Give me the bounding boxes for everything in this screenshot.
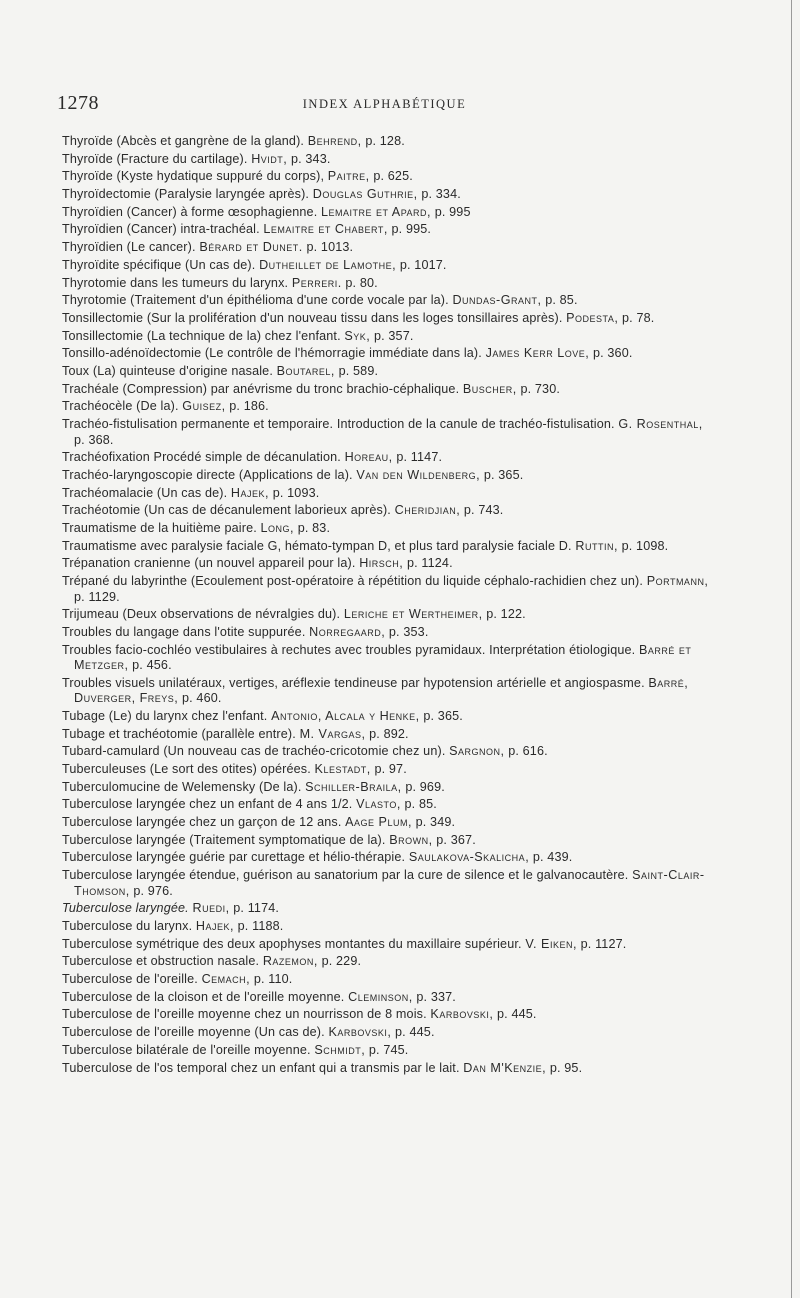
entry-title: Thyroïde (Fracture du cartilage). bbox=[62, 151, 248, 166]
entry-page-ref: p. 976. bbox=[133, 883, 173, 898]
entry-page-ref: p. 1124. bbox=[406, 556, 453, 571]
entry-title: Thyroïdien (Cancer) intra-trachéal. bbox=[62, 222, 260, 237]
index-entry bbox=[62, 797, 714, 813]
entry-author: Portmann, bbox=[646, 574, 709, 588]
entry-author: Saulakova-Skalicha, bbox=[408, 850, 530, 865]
entry-page-ref: p. 1127. bbox=[580, 936, 627, 951]
entry-page-ref: p. 995 bbox=[434, 204, 471, 219]
index-entry bbox=[62, 972, 714, 988]
index-entry bbox=[62, 901, 714, 917]
entry-author: Barré, Duverger, Freys, bbox=[74, 675, 689, 706]
entry-page-ref: p. 1188. bbox=[237, 919, 284, 933]
index-entry bbox=[62, 744, 714, 760]
entry-page-ref: p. 368. bbox=[74, 432, 114, 447]
index-entry bbox=[62, 205, 714, 221]
entry-title: Tuberculomucine de Welemensky (De la). bbox=[62, 779, 302, 794]
entry-title: Thyroïdien (Le cancer). bbox=[62, 240, 196, 255]
index-entry bbox=[62, 833, 714, 849]
entry-author: Hajek, bbox=[195, 919, 234, 933]
entry-page-ref: p. 460. bbox=[181, 691, 222, 706]
entry-title: Thyrotomie dans les tumeurs du larynx. bbox=[62, 275, 289, 290]
entry-author: Brown, bbox=[389, 832, 433, 847]
entry-author: Hajek, bbox=[230, 485, 270, 500]
entry-page-ref: p. 439. bbox=[532, 850, 573, 865]
index-entry bbox=[62, 643, 714, 674]
entry-page-ref: p. 353. bbox=[388, 624, 429, 639]
entry-author: Podesta, bbox=[566, 310, 619, 325]
entry-author: Schmidt, bbox=[314, 1042, 366, 1057]
entry-page-ref: p. 730. bbox=[520, 381, 561, 396]
entry-author: Boutarel, bbox=[276, 363, 335, 378]
entry-author: Saint-Clair-Thomson, bbox=[74, 868, 705, 898]
entry-author: Aage Plum, bbox=[345, 815, 412, 830]
entry-page-ref: p. 456. bbox=[132, 658, 172, 673]
entry-page-ref: p. 445. bbox=[395, 1025, 435, 1040]
index-entry bbox=[62, 1061, 714, 1077]
entry-author: James Kerr Love, bbox=[485, 346, 590, 361]
entry-author: Douglas Guthrie, bbox=[312, 187, 418, 202]
entry-page-ref: p. 85. bbox=[404, 797, 437, 812]
entry-page-ref: p. 589. bbox=[338, 363, 379, 378]
entry-author: Dan M'Kenzie, bbox=[463, 1060, 547, 1075]
entry-author: Buscher, bbox=[462, 381, 517, 396]
index-entry bbox=[62, 709, 714, 725]
entry-author: Karbovski, bbox=[328, 1025, 392, 1040]
entry-title: Traumatisme de la huitième paire. bbox=[62, 520, 257, 535]
entry-page-ref: p. 78. bbox=[622, 310, 655, 325]
entry-page-ref: p. 445. bbox=[497, 1007, 537, 1022]
running-title: INDEX ALPHABÉTIQUE bbox=[302, 97, 467, 111]
entry-page-ref: p. 743. bbox=[463, 503, 504, 518]
index-entry bbox=[62, 346, 714, 362]
entry-title: Tuberculeuses (Le sort des otites) opérées. bbox=[62, 762, 311, 776]
entry-page-ref: p. 83. bbox=[297, 520, 331, 535]
entry-page-ref: p. 85. bbox=[545, 293, 578, 308]
entry-page-ref: p. 365. bbox=[423, 708, 463, 723]
entry-title: Tubard-camulard (Un nouveau cas de trachéo-cricotomie chez un). bbox=[62, 744, 446, 759]
entry-page-ref: p. 360. bbox=[592, 346, 633, 361]
entry-author: Sargnon, bbox=[449, 744, 505, 759]
index-entry bbox=[62, 727, 714, 743]
entry-title: Thyroïde (Kyste hydatique suppuré du corps), bbox=[62, 169, 325, 184]
index-entries bbox=[62, 134, 714, 1078]
index-entry bbox=[62, 276, 714, 292]
entry-page-ref: p. 337. bbox=[416, 989, 456, 1004]
entry-author: Dundas-Grant, bbox=[452, 293, 542, 308]
index-entry bbox=[62, 222, 714, 238]
index-entry bbox=[62, 417, 714, 448]
index-entry bbox=[62, 676, 714, 707]
index-entry bbox=[62, 1007, 714, 1023]
entry-page-ref: p. 365. bbox=[483, 467, 524, 482]
entry-author: Lemaitre et Chabert, bbox=[263, 222, 388, 237]
entry-author: Leriche et Wertheimer, bbox=[343, 607, 483, 622]
index-entry bbox=[62, 503, 714, 519]
index-entry bbox=[62, 762, 714, 778]
entry-title: Tuberculose et obstruction nasale. bbox=[62, 954, 260, 969]
entry-author: Antonio, Alcala y Henke, bbox=[271, 708, 420, 723]
entry-title: Traumatisme avec paralysie faciale G, hémato-tympan D, et plus tard paralysie faciale D. bbox=[62, 538, 572, 553]
entry-title: Tuberculose de l'os temporal chez un enfant qui a transmis par le lait. bbox=[62, 1060, 460, 1075]
entry-author: Guisez, bbox=[182, 399, 226, 414]
entry-page-ref: p. 625. bbox=[373, 169, 413, 184]
entry-title: Trachéocèle (De la). bbox=[62, 399, 179, 414]
index-entry bbox=[62, 152, 714, 168]
entry-title: Trachéo-fistulisation permanente et temporaire. Introduction de la canule de trachéo-fistulisation. bbox=[62, 417, 615, 431]
entry-page-ref: p. 1013. bbox=[306, 240, 354, 255]
index-entry bbox=[62, 329, 714, 345]
entry-title: Tuberculose de la cloison et de l'oreille moyenne. bbox=[62, 989, 345, 1004]
index-entry bbox=[62, 990, 714, 1006]
entry-author: Dutheillet de Lamothe, bbox=[259, 257, 397, 272]
index-entry bbox=[62, 468, 714, 484]
entry-page-ref: p. 1147. bbox=[396, 450, 443, 465]
index-entry bbox=[62, 486, 714, 502]
index-entry bbox=[62, 574, 714, 605]
index-entry bbox=[62, 1043, 714, 1059]
entry-title: Tuberculose laryngée. bbox=[62, 901, 189, 916]
entry-title: Tonsillectomie (Sur la prolifération d'un nouveau tissu dans les loges tonsillaires après). bbox=[62, 310, 563, 325]
entry-author: V. Eiken, bbox=[525, 936, 577, 951]
entry-title: Trachéomalacie (Un cas de). bbox=[62, 485, 228, 500]
index-entry bbox=[62, 187, 714, 203]
entry-author: Barré et Metzger, bbox=[74, 642, 692, 673]
entry-page-ref: p. 110. bbox=[253, 972, 293, 987]
entry-author: Vlasto, bbox=[356, 797, 401, 812]
entry-title: Thyroïdectomie (Paralysie laryngée après). bbox=[62, 187, 310, 202]
entry-page-ref: p. 128. bbox=[365, 134, 405, 148]
entry-title: Tuberculose de l'oreille moyenne (Un cas de). bbox=[62, 1025, 325, 1040]
index-entry bbox=[62, 134, 714, 150]
entry-page-ref: p. 95. bbox=[549, 1060, 583, 1075]
entry-author: Karbovski, bbox=[430, 1007, 494, 1022]
entry-title: Tuberculose symétrique des deux apophyses montantes du maxillaire supérieur. bbox=[62, 936, 522, 951]
entry-page-ref: p. 97. bbox=[374, 762, 407, 776]
index-entry bbox=[62, 399, 714, 415]
entry-author: Paitre, bbox=[327, 169, 370, 184]
entry-author: Norregaard, bbox=[309, 624, 386, 639]
entry-page-ref: p. 122. bbox=[486, 607, 526, 622]
index-entry bbox=[62, 521, 714, 537]
entry-title: Tuberculose laryngée chez un garçon de 12 ans. bbox=[62, 815, 342, 830]
entry-author: Bérard et Dunet. bbox=[199, 240, 303, 255]
entry-page-ref: p. 229. bbox=[321, 954, 362, 969]
entry-title: Thyrotomie (Traitement d'un épithélioma d'une corde vocale par la). bbox=[62, 293, 449, 308]
index-entry bbox=[62, 780, 714, 796]
entry-title: Troubles facio-cochléo vestibulaires à rechutes avec troubles pyramidaux. Interprétation étiologique. bbox=[62, 642, 636, 657]
entry-author: Perreri. bbox=[291, 275, 342, 290]
entry-page-ref: p. 745. bbox=[368, 1042, 409, 1057]
index-entry bbox=[62, 607, 714, 623]
entry-author: Ruedi, bbox=[192, 901, 230, 916]
index-entry bbox=[62, 556, 714, 572]
entry-page-ref: p. 357. bbox=[373, 328, 414, 343]
entry-title: Tuberculose laryngée chez un enfant de 4 ans 1/2. bbox=[62, 797, 353, 812]
entry-title: Trachéo-laryngoscopie directe (Applications de la). bbox=[62, 467, 353, 482]
entry-title: Tuberculose du larynx. bbox=[62, 919, 193, 933]
index-entry bbox=[62, 1025, 714, 1041]
index-entry bbox=[62, 539, 714, 555]
entry-page-ref: p. 892. bbox=[369, 726, 409, 741]
index-entry bbox=[62, 850, 714, 866]
index-entry bbox=[62, 815, 714, 831]
index-entry bbox=[62, 364, 714, 380]
entry-page-ref: p. 1129. bbox=[74, 589, 120, 604]
entry-title: Thyroïde (Abcès et gangrène de la gland). bbox=[62, 134, 305, 148]
page-number: 1278 bbox=[57, 92, 99, 114]
entry-title: Trachéotomie (Un cas de décanulement laborieux après). bbox=[62, 503, 391, 518]
page-header bbox=[57, 92, 712, 116]
entry-title: Tuberculose de l'oreille moyenne chez un nourrisson de 8 mois. bbox=[62, 1007, 427, 1022]
entry-title: Trachéofixation Procédé simple de décanulation. bbox=[62, 450, 341, 465]
entry-author: Long, bbox=[260, 520, 295, 535]
entry-title: Tuberculose laryngée étendue, guérison au sanatorium par la cure de silence et le galvanocautère. bbox=[62, 868, 629, 883]
entry-author: Razemon, bbox=[262, 954, 318, 969]
entry-title: Tonsillectomie (La technique de la) chez l'enfant. bbox=[62, 328, 341, 343]
entry-author: Cheridjian, bbox=[394, 503, 461, 518]
index-entry bbox=[62, 919, 714, 935]
entry-title: Tuberculose de l'oreille. bbox=[62, 972, 198, 987]
entry-title: Toux (La) quinteuse d'origine nasale. bbox=[62, 363, 273, 378]
index-entry bbox=[62, 954, 714, 970]
entry-author: M. Vargas, bbox=[299, 726, 366, 741]
index-entry bbox=[62, 258, 714, 274]
entry-author: G. Rosenthal, bbox=[618, 417, 703, 431]
entry-page-ref: p. 1174. bbox=[233, 901, 280, 916]
entry-page-ref: p. 969. bbox=[405, 779, 445, 794]
entry-title: Thyroïdite spécifique (Un cas de). bbox=[62, 257, 256, 272]
entry-title: Troubles visuels unilatéraux, vertiges, aréflexie tendineuse par hypotension artérielle et angiospasme. bbox=[62, 675, 645, 690]
entry-page-ref: p. 349. bbox=[415, 815, 456, 830]
entry-author: Klestadt, bbox=[314, 762, 371, 776]
entry-title: Troubles du langage dans l'otite suppurée. bbox=[62, 624, 306, 639]
index-entry bbox=[62, 382, 714, 398]
entry-author: Hvidt, bbox=[251, 151, 288, 166]
entry-author: Van den Wildenberg, bbox=[356, 467, 481, 482]
entry-author: Horeau, bbox=[344, 450, 393, 465]
entry-page-ref: p. 995. bbox=[391, 222, 432, 237]
page-edge-line bbox=[791, 0, 792, 1298]
entry-title: Tuberculose laryngée (Traitement symptomatique de la). bbox=[62, 832, 386, 847]
entry-author: Schiller-Braila, bbox=[305, 779, 402, 794]
index-entry bbox=[62, 311, 714, 327]
index-entry bbox=[62, 868, 714, 899]
entry-title: Thyroïdien (Cancer) à forme œsophagienne. bbox=[62, 204, 318, 219]
index-entry bbox=[62, 169, 714, 185]
entry-page-ref: p. 1093. bbox=[272, 485, 320, 500]
entry-title: Tubage et trachéotomie (parallèle entre). bbox=[62, 726, 296, 741]
entry-author: Cleminson, bbox=[348, 989, 413, 1004]
index-entry bbox=[62, 937, 714, 953]
entry-page-ref: p. 80. bbox=[345, 275, 378, 290]
entry-author: Syk, bbox=[344, 328, 371, 343]
entry-title: Trépanation cranienne (un nouvel appareil pour la). bbox=[62, 556, 356, 571]
entry-page-ref: p. 186. bbox=[229, 399, 269, 414]
entry-page-ref: p. 616. bbox=[508, 744, 548, 759]
entry-title: Tuberculose laryngée guérie par curettage et hélio-thérapie. bbox=[62, 850, 406, 865]
entry-title: Tubage (Le) du larynx chez l'enfant. bbox=[62, 708, 268, 723]
entry-author: Behrend, bbox=[307, 134, 362, 148]
index-entry bbox=[62, 625, 714, 641]
entry-page-ref: p. 367. bbox=[436, 832, 476, 847]
entry-title: Tuberculose bilatérale de l'oreille moyenne. bbox=[62, 1042, 311, 1057]
entry-author: Cemach, bbox=[201, 972, 251, 987]
entry-page-ref: p. 343. bbox=[290, 151, 331, 166]
entry-author: Ruttin, bbox=[575, 538, 618, 553]
entry-title: Trachéale (Compression) par anévrisme du tronc brachio-céphalique. bbox=[62, 381, 460, 396]
entry-page-ref: p. 334. bbox=[421, 187, 461, 202]
entry-author: Hirsch, bbox=[359, 556, 404, 571]
entry-title: Tonsillo-adénoïdectomie (Le contrôle de l'hémorragie immédiate dans la). bbox=[62, 346, 482, 361]
entry-page-ref: p. 1017. bbox=[399, 257, 447, 272]
index-entry bbox=[62, 450, 714, 466]
entry-author: Lemaitre et Apard, bbox=[321, 204, 432, 219]
index-entry bbox=[62, 293, 714, 309]
entry-title: Trépané du labyrinthe (Ecoulement post-opératoire à répétition du liquide céphalo-rachidien chez un). bbox=[62, 574, 644, 588]
entry-title: Trijumeau (Deux observations de névralgies du). bbox=[62, 607, 341, 622]
entry-page-ref: p. 1098. bbox=[621, 538, 669, 553]
index-entry bbox=[62, 240, 714, 256]
